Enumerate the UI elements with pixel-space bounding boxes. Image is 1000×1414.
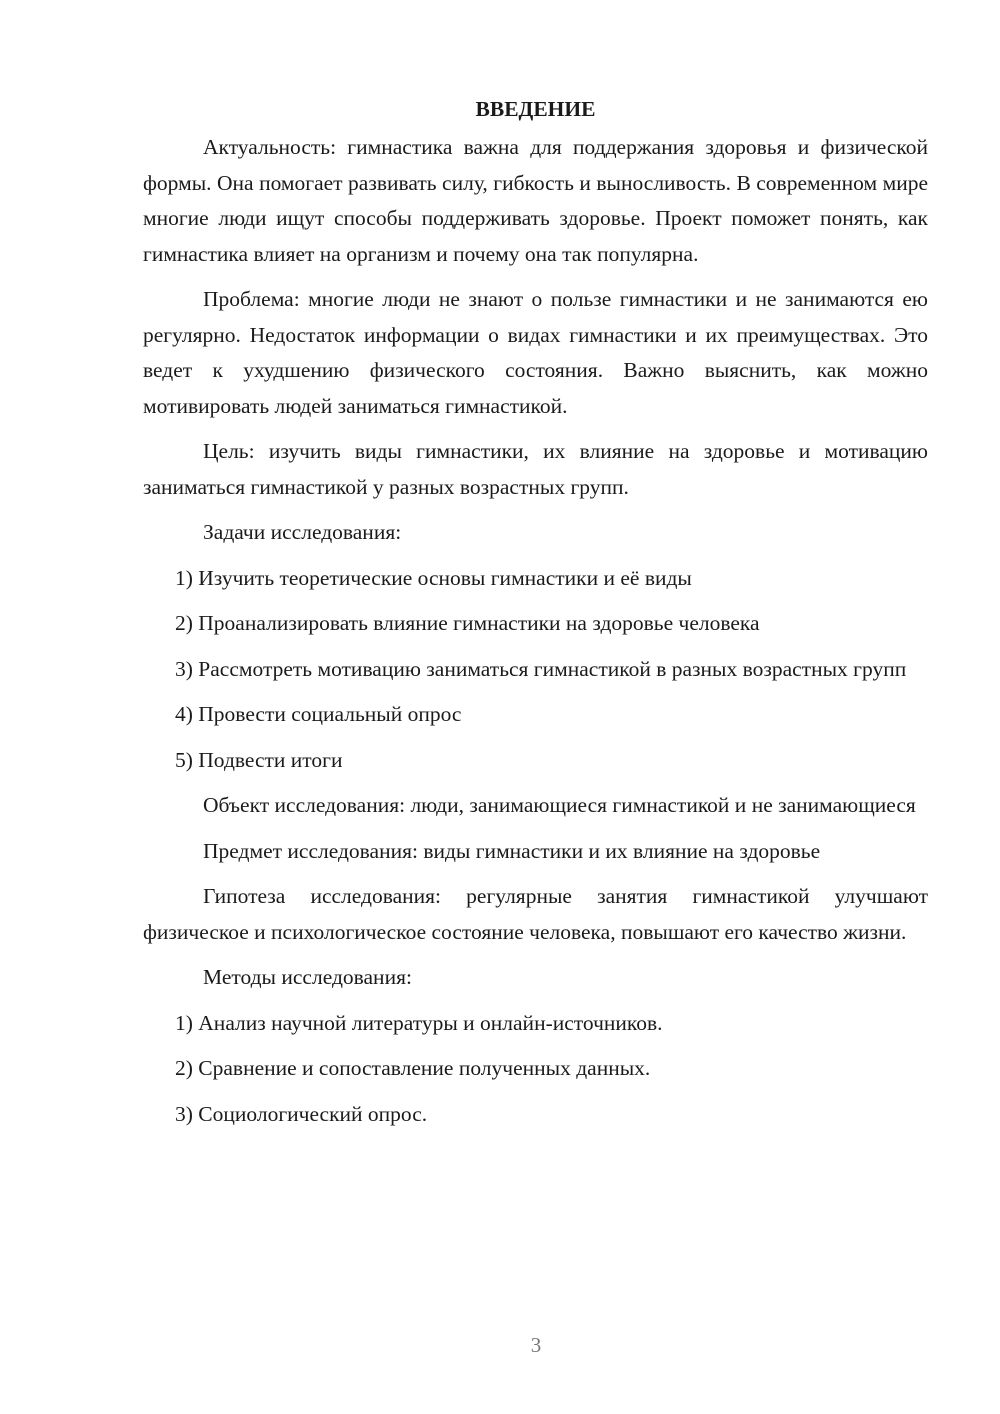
- page-number: 3: [530, 1333, 542, 1357]
- object-paragraph: Объект исследования: люди, занимающиеся гимнастикой и не занимающиеся: [203, 793, 916, 817]
- task-item-2: 2) Проанализировать влияние гимнастики на здоровье человека: [175, 611, 760, 635]
- task-item-4: 4) Провести социальный опрос: [175, 702, 462, 726]
- methods-heading: Методы исследования:: [203, 965, 412, 989]
- hypothesis-paragraph: Гипотеза исследования: регулярные занятия гимнастикой улучшают физическое и психологическое состояние человека, повышают его качество жизни.: [143, 884, 928, 944]
- method-item-2: 2) Сравнение и сопоставление полученных данных.: [175, 1056, 651, 1080]
- problem-paragraph: Проблема: многие люди не знают о пользе гимнастики и не занимаются ею регулярно. Недостаток информации о видах гимнастики и их преимуществах. Это ведет к ухудшению физического состояния. Важно выяснить, как можно мотивировать людей заниматься гимнастикой.: [143, 287, 928, 418]
- task-item-5: 5) Подвести итоги: [175, 747, 343, 772]
- method-item-1: 1) Анализ научной литературы и онлайн-источников.: [175, 1010, 663, 1035]
- goal-paragraph: Цель: изучить виды гимнастики, их влияние на здоровье и мотивацию заниматься гимнастикой у разных возрастных групп.: [143, 439, 928, 499]
- subject-paragraph: Предмет исследования: виды гимнастики и их влияние на здоровье: [203, 838, 821, 863]
- method-item-3: 3) Социологический опрос.: [175, 1101, 428, 1126]
- section-title: ВВЕДЕНИЕ: [475, 97, 596, 121]
- task-item-3: 3) Рассмотреть мотивацию заниматься гимнастикой в разных возрастных групп: [175, 656, 907, 681]
- page-content: [143, 92, 928, 1142]
- tasks-heading: Задачи исследования:: [203, 520, 402, 544]
- task-item-1: 1) Изучить теоретические основы гимнастики и её виды: [175, 565, 692, 590]
- relevance-paragraph: Актуальность: гимнастика важна для поддержания здоровья и физической формы. Она помогает развивать силу, гибкость и выносливость. В современном мире многие люди ищут способы поддерживать здоровье. Проект поможет понять, как гимнастика влияет на организм и почему она так популярна.: [143, 135, 928, 266]
